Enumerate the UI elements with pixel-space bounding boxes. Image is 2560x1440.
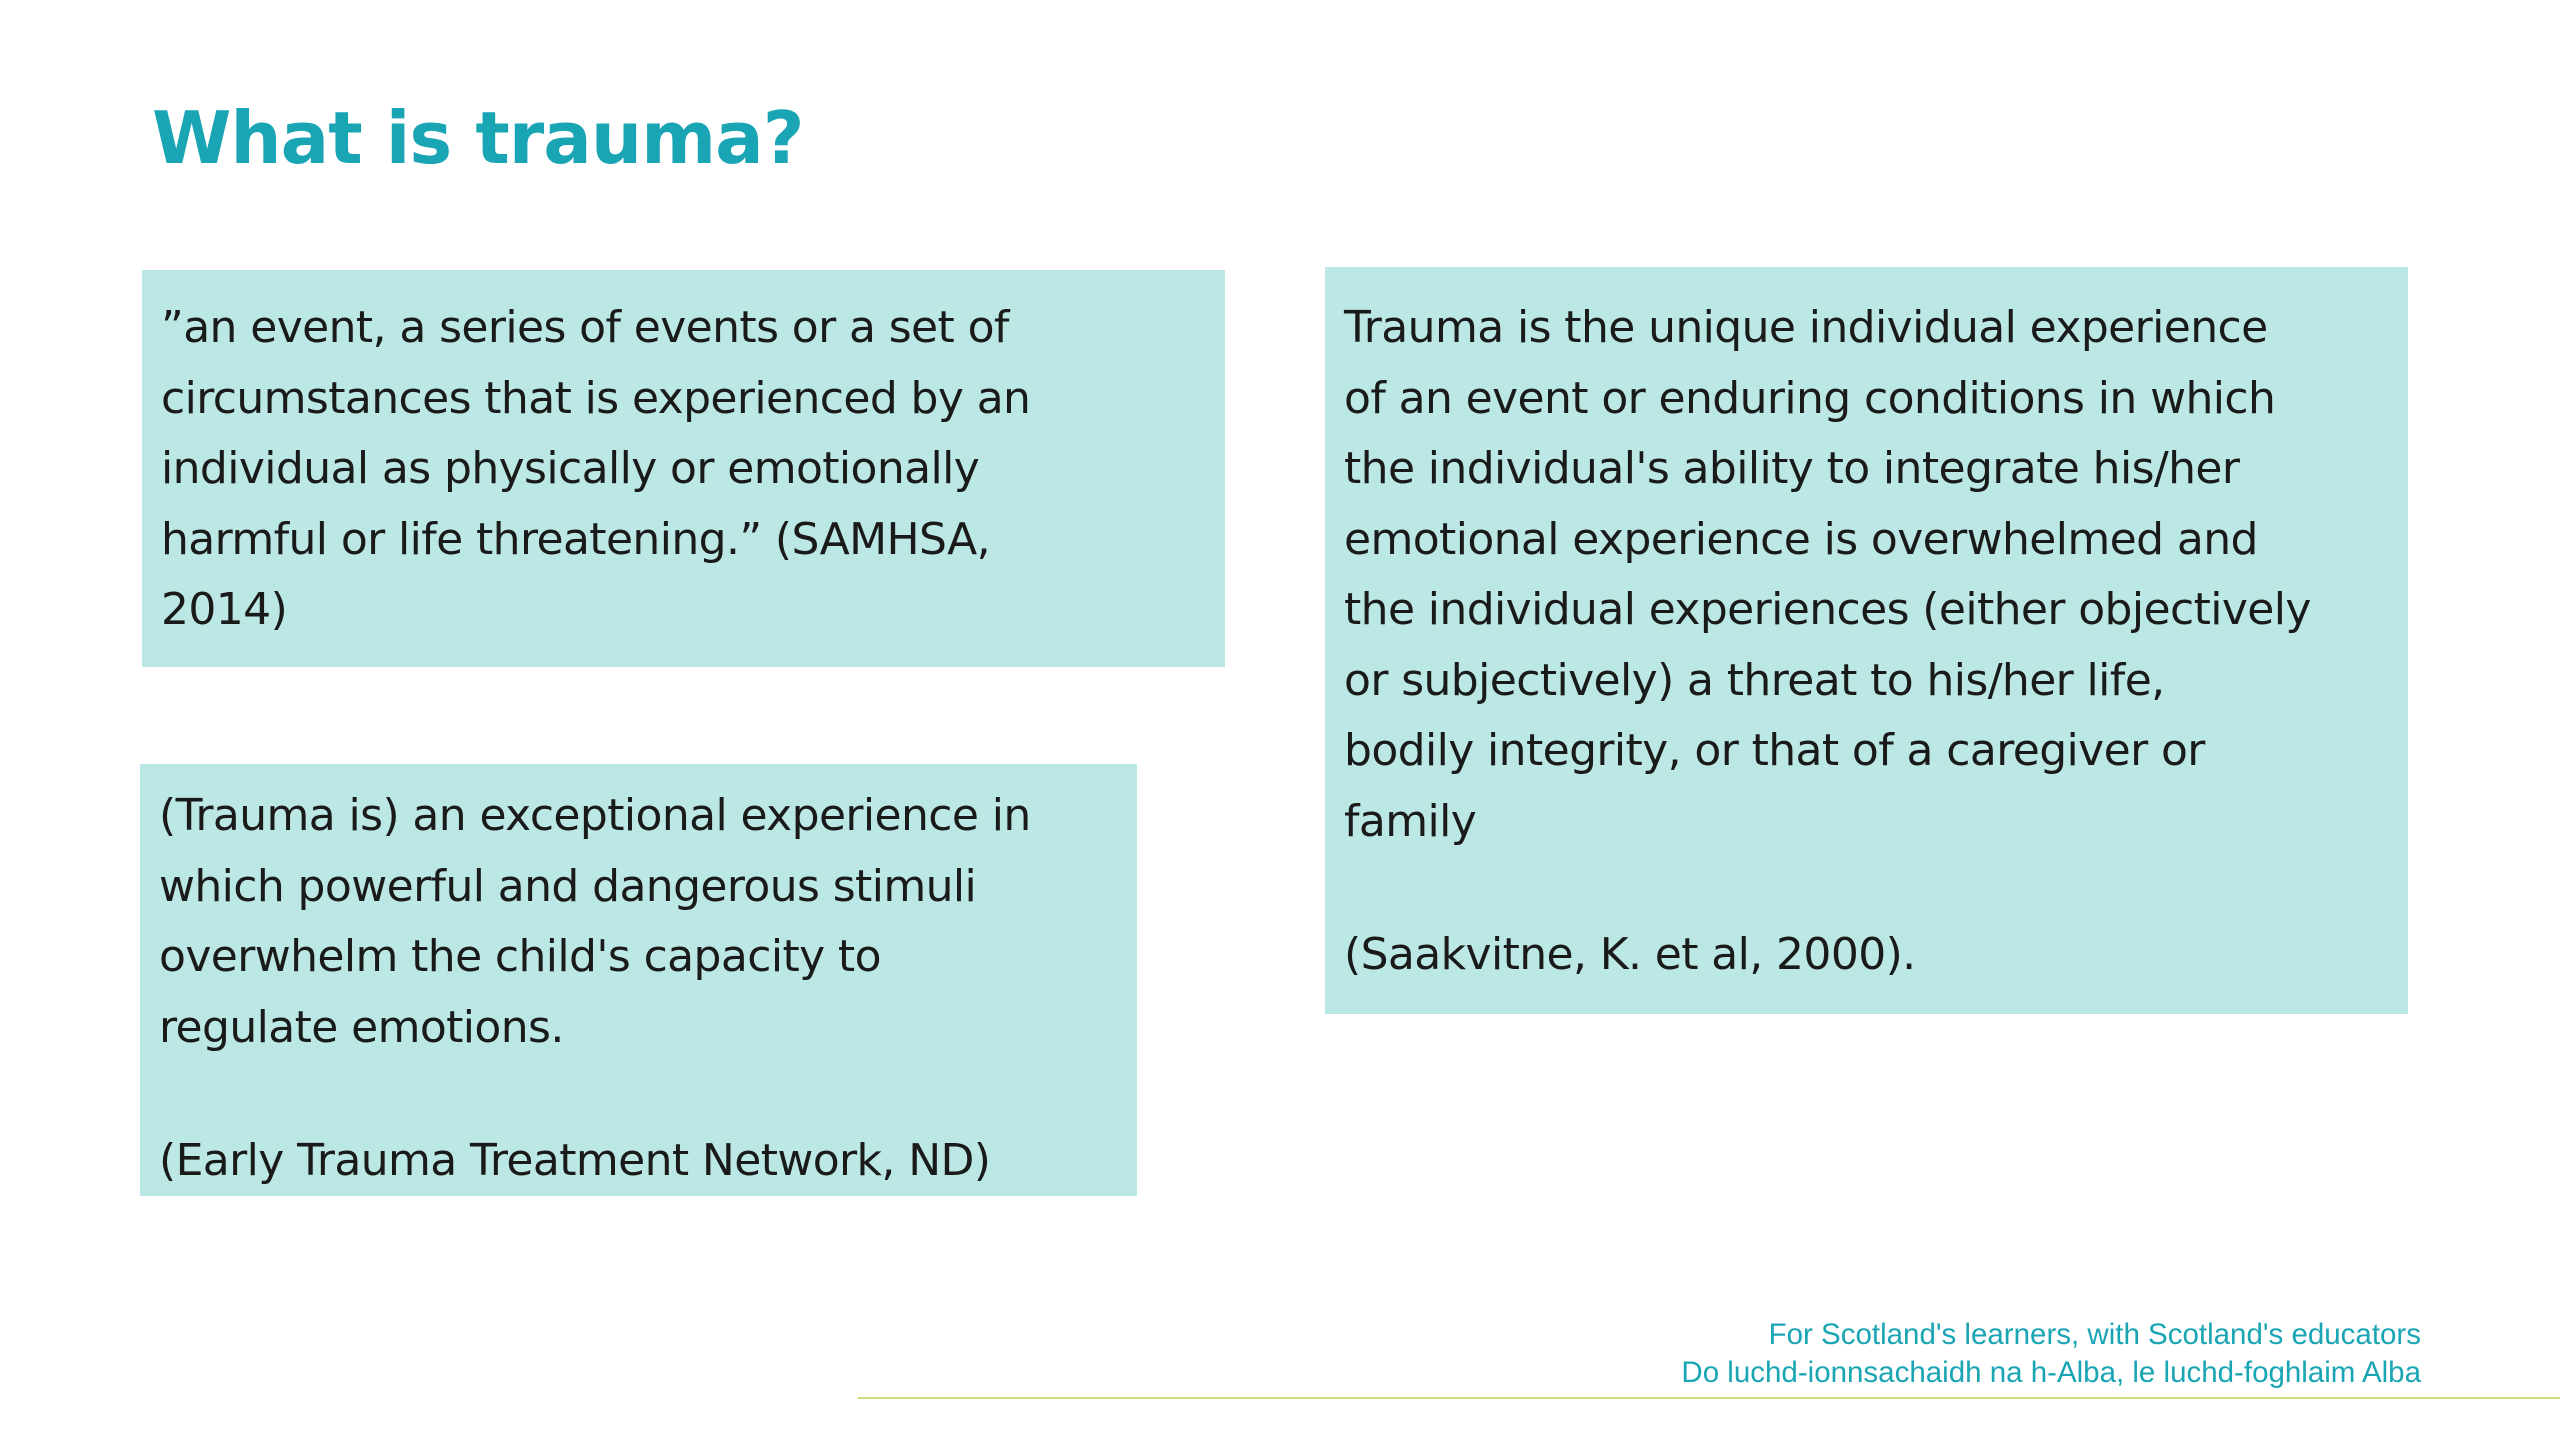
paragraph-gap xyxy=(159,1063,1127,1126)
paragraph-gap xyxy=(1344,857,2398,920)
quote-box-saakvitne xyxy=(1325,267,2408,1014)
quote-line: ”an event, a series of events or a set of xyxy=(161,302,1009,353)
slide-title: What is trauma? xyxy=(152,96,804,180)
quote-line: which powerful and dangerous stimuli xyxy=(159,860,977,912)
quote-line: family xyxy=(1344,795,1477,847)
quote-line: or subjectively) a threat to his/her life, xyxy=(1344,654,2165,706)
quote-line: regulate emotions. xyxy=(159,1001,564,1053)
quote-box-samhsa xyxy=(142,270,1225,667)
footer-tagline xyxy=(1681,1316,2421,1392)
quote-line: 2014) xyxy=(161,584,288,635)
quote-citation: (Saakvitne, K. et al, 2000). xyxy=(1344,929,1916,980)
quote-line: bodily integrity, or that of a caregiver or xyxy=(1344,725,2205,776)
quote-line: the individual's ability to integrate his/her xyxy=(1344,443,2240,494)
quote-citation: (Early Trauma Treatment Network, ND) xyxy=(159,1135,991,1186)
quote-line: circumstances that is experienced by an xyxy=(161,372,1031,424)
quote-line: the individual experiences (either objectively xyxy=(1344,584,2311,635)
footer-tagline-english: For Scotland's learners, with Scotland's educators xyxy=(1768,1318,2421,1351)
quote-line: overwhelm the child's capacity to xyxy=(159,931,881,982)
quote-box-early-trauma xyxy=(140,764,1137,1196)
quote-line: of an event or enduring conditions in which xyxy=(1344,372,2276,424)
footer-rule xyxy=(858,1397,2560,1399)
quote-line: (Trauma is) an exceptional experience in xyxy=(159,790,1031,841)
quote-line: Trauma is the unique individual experience xyxy=(1344,302,2268,353)
quote-line: harmful or life threatening.” (SAMHSA, xyxy=(161,513,991,565)
footer-tagline-gaelic: Do luchd-ionnsachaidh na h-Alba, le luchd-foghlaim Alba xyxy=(1681,1356,2421,1389)
quote-line: emotional experience is overwhelmed and xyxy=(1344,513,2258,565)
quote-line: individual as physically or emotionally xyxy=(161,443,980,494)
